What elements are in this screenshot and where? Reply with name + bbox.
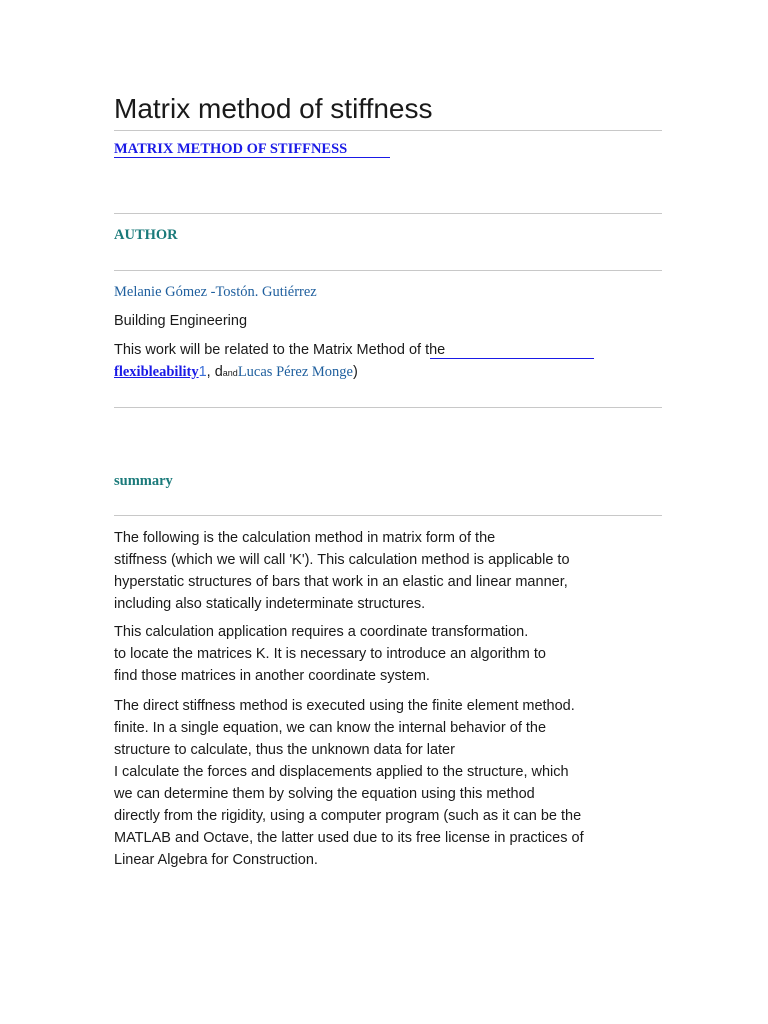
paragraph-line: including also statically indeterminate structures. [114,596,426,612]
paragraph-line: structure to calculate, thus the unknown data for later [114,742,455,758]
paragraph-line: The following is the calculation method in matrix form of the [114,530,496,546]
section-divider-4 [114,515,662,516]
section-divider-3 [114,407,662,408]
summary-paragraph-1 [114,527,662,615]
title-divider [114,130,662,131]
paragraph-line: MATLAB and Octave, the latter used due to its free license in practices of [114,830,584,846]
summary-paragraph-2 [114,621,662,687]
affiliation: Building Engineering [114,313,248,329]
paragraph-line: directly from the rigidity, using a computer program (such as it can be the [114,808,582,824]
paragraph-line: we can determine them by solving the equation using this method [114,786,535,802]
paragraph-line: find those matrices in another coordinate system. [114,668,430,684]
section-divider-2 [114,270,662,271]
paragraph-line: Linear Algebra for Construction. [114,852,318,868]
paragraph-line: stiffness (which we will call 'K'). This calculation method is applicable to [114,552,570,568]
flexibility-link[interactable]: flexibleability [114,364,199,380]
paragraph-line: The direct stiffness method is executed using the finite element method. [114,698,575,714]
section-divider-1 [114,213,662,214]
paragraph-line: I calculate the forces and displacements applied to the structure, which [114,764,569,780]
paragraph-line: finite. In a single equation, we can know the internal behavior of the [114,720,547,736]
subtitle-link[interactable]: MATRIX METHOD OF STIFFNESS [114,141,348,157]
summary-paragraph-3 [114,695,662,871]
page-title: Matrix method of stiffness [114,93,433,124]
author-heading: AUTHOR [114,227,178,243]
closing-paren: ) [352,364,358,380]
paragraph-line: to locate the matrices K. It is necessary to introduce an algorithm to [114,646,546,662]
comma-text: , d [206,364,223,380]
summary-heading: summary [114,473,173,489]
author-name: Melanie Gómez -Tostón. Gutiérrez [114,284,317,300]
paragraph-line: hyperstatic structures of bars that work in an elastic and linear manner, [114,574,568,590]
intro-link-underline [430,358,594,359]
flexibility-line [114,364,358,381]
and-text: and [222,368,238,378]
intro-line: This work will be related to the Matrix Method of the [114,342,446,358]
paragraph-line: This calculation application requires a coordinate transformation. [114,624,529,640]
coauthor-name: Lucas Pérez Monge [237,364,353,380]
subtitle-underline [114,157,390,158]
footnote-marker: 1 [198,364,207,380]
